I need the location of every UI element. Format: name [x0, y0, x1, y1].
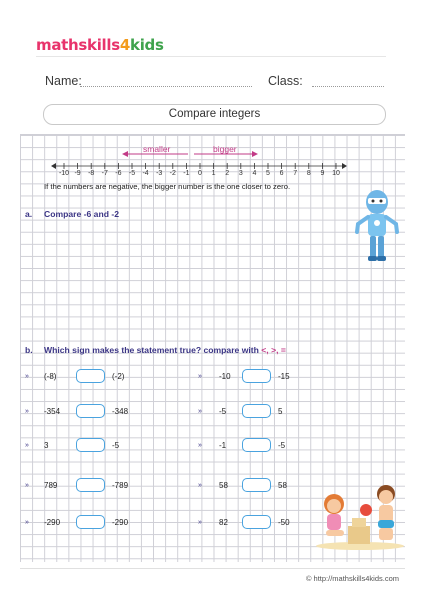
boy-shorts-icon	[378, 520, 394, 528]
tick-label: -7	[101, 170, 108, 177]
answer-box[interactable]	[76, 369, 105, 383]
compare-right-number: -290	[112, 518, 129, 527]
bullet-icon: »	[25, 373, 29, 380]
sandcastle-base-icon	[348, 526, 370, 544]
hero-left-boot-icon	[368, 256, 377, 261]
bullet-icon: »	[25, 408, 29, 415]
footer-rule	[20, 568, 405, 569]
answer-box[interactable]	[76, 438, 105, 452]
answer-box[interactable]	[76, 515, 105, 529]
compare-left-number: -1	[219, 441, 227, 450]
name-field[interactable]	[80, 86, 252, 87]
logo-part-4: 4	[119, 36, 131, 54]
bullet-icon: »	[25, 442, 29, 449]
logo-part-math: math	[36, 36, 79, 54]
hero-left-arm-icon	[357, 217, 368, 232]
answer-box[interactable]	[242, 369, 271, 383]
bigger-arrowhead	[252, 151, 258, 157]
answer-box[interactable]	[242, 404, 271, 418]
compare-left-number: -10	[219, 372, 231, 381]
compare-right-number: -5	[278, 441, 286, 450]
tick-label: 9	[320, 170, 325, 177]
bullet-icon: »	[198, 442, 202, 449]
compare-left-number: -5	[219, 407, 227, 416]
compare-right-number: (-2)	[112, 372, 125, 381]
tick-label: 1	[211, 170, 216, 177]
logo	[36, 36, 164, 54]
number-line-right-arrow	[342, 163, 347, 169]
answer-box[interactable]	[242, 438, 271, 452]
answer-box[interactable]	[76, 478, 105, 492]
section-b-signs: <, >, =	[261, 345, 286, 355]
boy-face-icon	[379, 490, 393, 504]
tick-label: 6	[279, 170, 284, 177]
logo-part-kids: kids	[130, 36, 164, 54]
compare-right-number: 5	[278, 407, 283, 416]
tick-label: 5	[266, 170, 270, 177]
tick-label: 4	[252, 170, 257, 177]
class-label: Class:	[268, 74, 303, 88]
logo-part-skills: skills	[78, 36, 120, 54]
sandcastle-tower-icon	[352, 518, 366, 527]
ball-icon	[360, 504, 372, 516]
number-line-left-arrow	[51, 163, 56, 169]
answer-box[interactable]	[76, 404, 105, 418]
bullet-icon: »	[198, 482, 202, 489]
tick-label: -6	[115, 170, 122, 177]
compare-right-number: -5	[112, 441, 120, 450]
compare-left-number: 82	[219, 518, 228, 527]
girl-dress-icon	[327, 514, 341, 530]
compare-left-number: -290	[44, 518, 61, 527]
section-b-prompt-text: Which sign makes the statement true? compare with	[44, 345, 262, 355]
tick-label: -8	[88, 170, 95, 177]
worksheet-title: Compare integers	[43, 104, 386, 125]
section-b-letter: b.	[25, 345, 33, 355]
kids-sandcastle-illustration	[314, 480, 406, 550]
tick-label: 3	[238, 170, 243, 177]
compare-right-number: 58	[278, 481, 287, 490]
bullet-icon: »	[198, 408, 202, 415]
tick-label: -4	[142, 170, 149, 177]
hero-eye-icon	[372, 200, 375, 203]
header-rule	[36, 56, 386, 57]
compare-left-number: 58	[219, 481, 228, 490]
smaller-label: smaller	[143, 144, 171, 154]
compare-left-number: 789	[44, 481, 58, 490]
compare-left-number: 3	[44, 441, 49, 450]
bigger-label: bigger	[213, 144, 237, 154]
tick-label: 10	[332, 170, 340, 177]
tick-label: -1	[183, 170, 190, 177]
hero-eye-icon	[380, 200, 383, 203]
tick-label: 7	[293, 170, 298, 177]
tick-label: -9	[74, 170, 81, 177]
direction-arrows	[120, 150, 260, 160]
hero-right-arm-icon	[386, 217, 397, 232]
bullet-icon: »	[25, 519, 29, 526]
hero-emblem-icon	[374, 220, 380, 226]
bullet-icon: »	[25, 482, 29, 489]
footer-link[interactable]: © http://mathskills4kids.com	[305, 574, 399, 583]
tick-label: -2	[169, 170, 176, 177]
name-label: Name:	[45, 74, 82, 88]
hero-mask-icon	[368, 198, 386, 204]
section-a-letter: a.	[25, 209, 33, 219]
class-field[interactable]	[312, 86, 384, 87]
tick-label: 8	[306, 170, 311, 177]
hero-right-boot-icon	[377, 256, 386, 261]
rule-text: If the numbers are negative, the bigger number is the one closer to zero.	[44, 182, 291, 191]
section-a-prompt: Compare -6 and -2	[44, 209, 119, 219]
compare-right-number: -789	[112, 481, 129, 490]
compare-left-number: -354	[44, 407, 61, 416]
boy-legs-icon	[379, 528, 393, 540]
hero-left-leg-icon	[370, 236, 376, 258]
compare-right-number: -50	[278, 518, 290, 527]
hero-right-leg-icon	[378, 236, 384, 258]
section-b-prompt	[44, 345, 286, 355]
tick-label: -5	[128, 170, 136, 177]
compare-right-number: -348	[112, 407, 129, 416]
girl-legs-icon	[326, 530, 344, 536]
compare-left-number: (-8)	[44, 372, 57, 381]
compare-right-number: -15	[278, 372, 290, 381]
answer-box[interactable]	[242, 515, 271, 529]
tick-label: -3	[156, 170, 163, 177]
smaller-arrowhead	[122, 151, 128, 157]
number-line-labels	[0, 170, 421, 180]
answer-box[interactable]	[242, 478, 271, 492]
bullet-icon: »	[198, 519, 202, 526]
tick-label: -10	[58, 170, 70, 177]
tick-label: 2	[225, 170, 230, 177]
bullet-icon: »	[198, 373, 202, 380]
tick-label: 0	[198, 170, 202, 177]
superhero-illustration	[352, 186, 402, 266]
girl-face-icon	[327, 499, 341, 513]
